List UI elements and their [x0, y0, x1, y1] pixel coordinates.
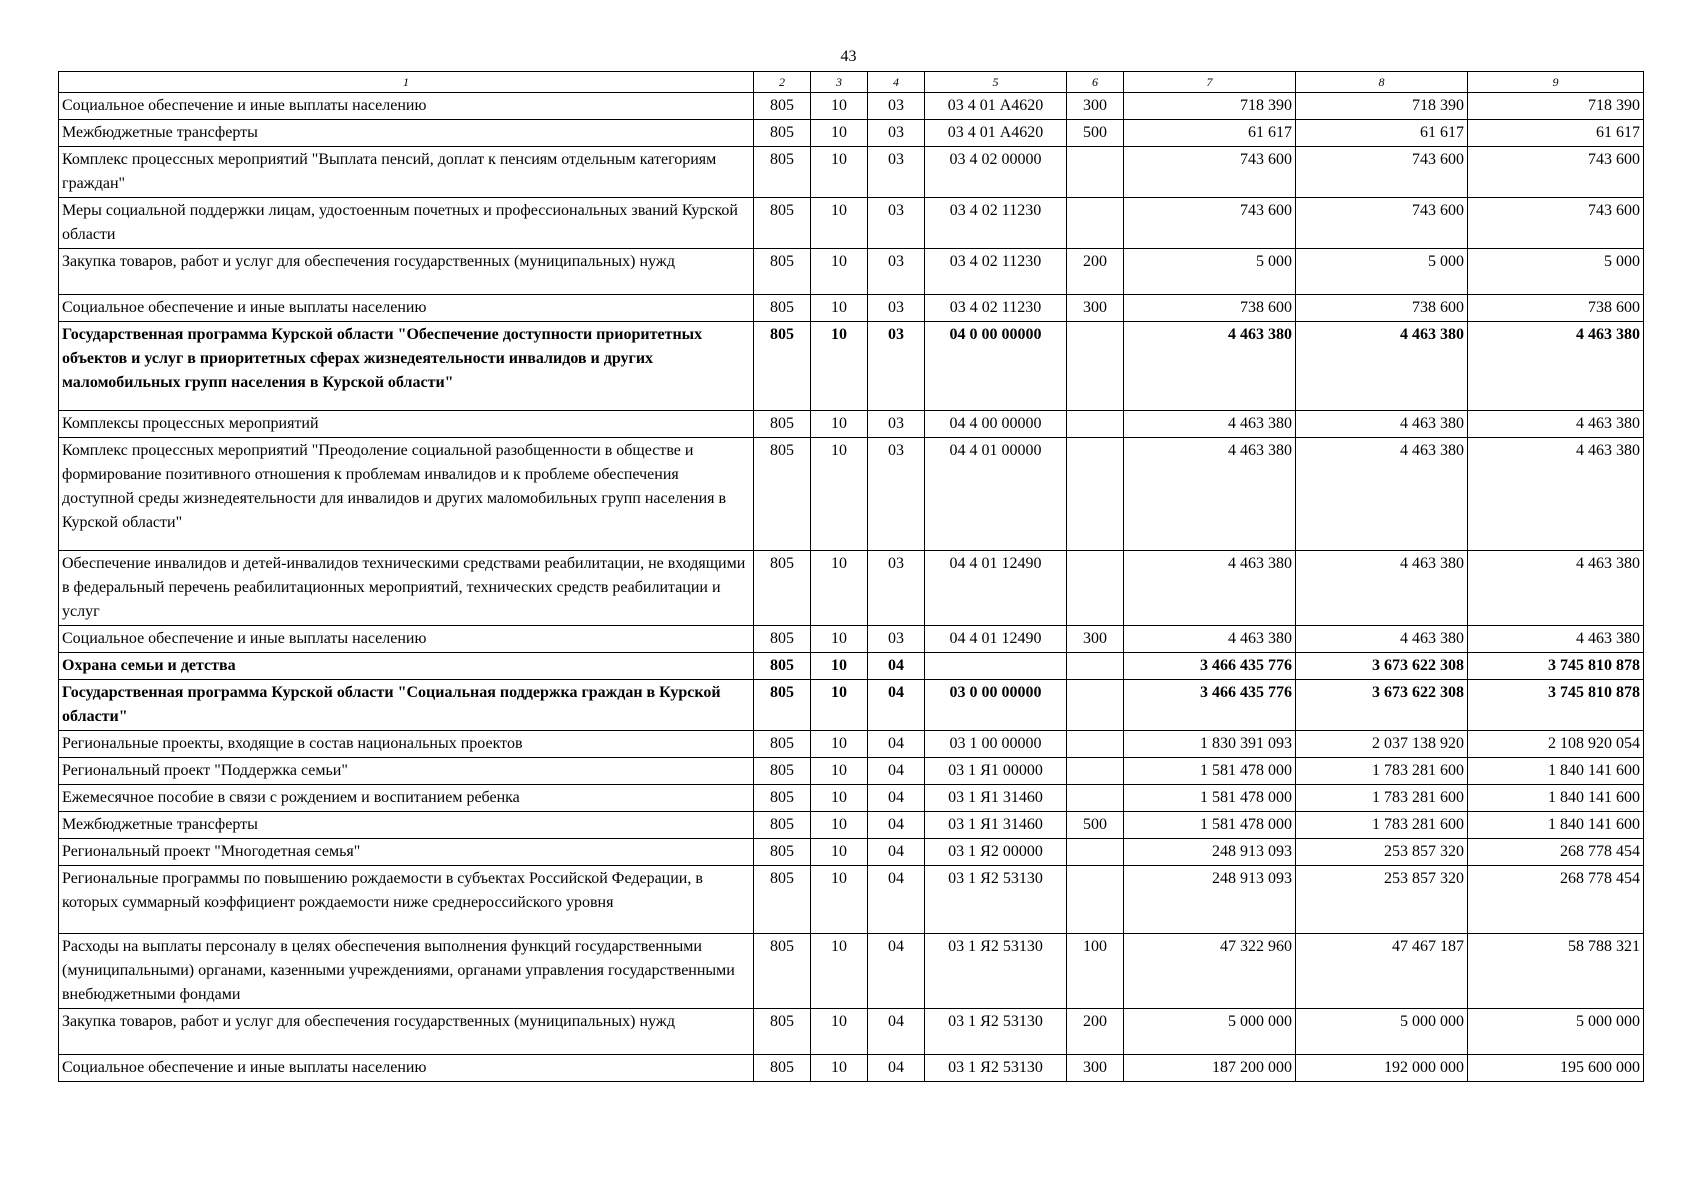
target-article: 03 4 02 11230	[925, 249, 1067, 295]
target-article	[925, 653, 1067, 680]
expense-type: 500	[1067, 812, 1124, 839]
subsection-code: 04	[868, 1009, 925, 1055]
row-name: Региональные проекты, входящие в состав национальных проектов	[59, 731, 754, 758]
subsection-code: 04	[868, 934, 925, 1009]
row-name: Межбюджетные трансферты	[59, 812, 754, 839]
ministry-code: 805	[754, 411, 811, 438]
subsection-code: 04	[868, 731, 925, 758]
column-number-1: 1	[59, 72, 754, 93]
amount-year-3: 4 463 380	[1468, 551, 1644, 626]
target-article: 03 4 01 А4620	[925, 93, 1067, 120]
table-row	[59, 866, 1644, 934]
amount-year-3: 5 000	[1468, 249, 1644, 295]
ministry-code: 805	[754, 551, 811, 626]
amount-year-3: 4 463 380	[1468, 322, 1644, 411]
expense-type: 200	[1067, 1009, 1124, 1055]
target-article: 03 1 Я2 00000	[925, 839, 1067, 866]
amount-year-1: 1 581 478 000	[1124, 785, 1296, 812]
row-name: Социальное обеспечение и иные выплаты населению	[59, 1055, 754, 1082]
table-row	[59, 295, 1644, 322]
section-code: 10	[811, 93, 868, 120]
section-code: 10	[811, 812, 868, 839]
section-code: 10	[811, 249, 868, 295]
subsection-code: 03	[868, 93, 925, 120]
subsection-code: 04	[868, 1055, 925, 1082]
table-row	[59, 626, 1644, 653]
amount-year-2: 4 463 380	[1296, 551, 1468, 626]
amount-year-1: 187 200 000	[1124, 1055, 1296, 1082]
target-article: 03 1 00 00000	[925, 731, 1067, 758]
table-row	[59, 653, 1644, 680]
section-code: 10	[811, 653, 868, 680]
amount-year-1: 5 000 000	[1124, 1009, 1296, 1055]
ministry-code: 805	[754, 812, 811, 839]
ministry-code: 805	[754, 1009, 811, 1055]
amount-year-2: 2 037 138 920	[1296, 731, 1468, 758]
row-name: Социальное обеспечение и иные выплаты населению	[59, 626, 754, 653]
subsection-code: 03	[868, 551, 925, 626]
amount-year-1: 4 463 380	[1124, 438, 1296, 551]
table-row	[59, 758, 1644, 785]
column-number-7: 7	[1124, 72, 1296, 93]
section-code: 10	[811, 295, 868, 322]
row-name: Государственная программа Курской области "Социальная поддержка граждан в Курской области"	[59, 680, 754, 731]
table-row	[59, 198, 1644, 249]
expense-type	[1067, 438, 1124, 551]
target-article: 03 1 Я2 53130	[925, 934, 1067, 1009]
amount-year-3: 743 600	[1468, 198, 1644, 249]
amount-year-2: 743 600	[1296, 198, 1468, 249]
amount-year-2: 738 600	[1296, 295, 1468, 322]
amount-year-2: 4 463 380	[1296, 322, 1468, 411]
amount-year-2: 3 673 622 308	[1296, 653, 1468, 680]
ministry-code: 805	[754, 758, 811, 785]
section-code: 10	[811, 785, 868, 812]
target-article: 03 1 Я2 53130	[925, 1009, 1067, 1055]
amount-year-1: 743 600	[1124, 198, 1296, 249]
amount-year-3: 268 778 454	[1468, 839, 1644, 866]
table-body	[59, 72, 1644, 1082]
expense-type	[1067, 866, 1124, 934]
subsection-code: 03	[868, 147, 925, 198]
row-name: Комплекс процессных мероприятий "Преодоление социальной разобщенности в обществе и формирование позитивного отношения к проблемам инвалидов и к проблеме обеспечения доступной среды жизнедеятельности для инвалидов и других маломобильных групп населения в Курской области"	[59, 438, 754, 551]
amount-year-3: 61 617	[1468, 120, 1644, 147]
amount-year-1: 718 390	[1124, 93, 1296, 120]
amount-year-3: 1 840 141 600	[1468, 812, 1644, 839]
page-number: 43	[840, 48, 857, 65]
amount-year-1: 3 466 435 776	[1124, 653, 1296, 680]
target-article: 03 4 02 11230	[925, 295, 1067, 322]
amount-year-2: 4 463 380	[1296, 438, 1468, 551]
target-article: 04 4 00 00000	[925, 411, 1067, 438]
amount-year-1: 248 913 093	[1124, 839, 1296, 866]
row-name: Ежемесячное пособие в связи с рождением и воспитанием ребенка	[59, 785, 754, 812]
amount-year-1: 4 463 380	[1124, 551, 1296, 626]
table-row	[59, 249, 1644, 295]
subsection-code: 03	[868, 120, 925, 147]
amount-year-1: 4 463 380	[1124, 322, 1296, 411]
expense-type	[1067, 198, 1124, 249]
amount-year-2: 47 467 187	[1296, 934, 1468, 1009]
subsection-code: 04	[868, 785, 925, 812]
amount-year-3: 4 463 380	[1468, 411, 1644, 438]
target-article: 04 0 00 00000	[925, 322, 1067, 411]
row-name: Меры социальной поддержки лицам, удостоенным почетных и профессиональных званий Курской области	[59, 198, 754, 249]
section-code: 10	[811, 626, 868, 653]
row-name: Комплексы процессных мероприятий	[59, 411, 754, 438]
column-number-5: 5	[925, 72, 1067, 93]
column-number-4: 4	[868, 72, 925, 93]
table-row	[59, 785, 1644, 812]
target-article: 04 4 01 12490	[925, 551, 1067, 626]
section-code: 10	[811, 1055, 868, 1082]
section-code: 10	[811, 322, 868, 411]
column-number-9: 9	[1468, 72, 1644, 93]
amount-year-2: 5 000	[1296, 249, 1468, 295]
subsection-code: 04	[868, 653, 925, 680]
table-row	[59, 812, 1644, 839]
target-article: 03 4 01 А4620	[925, 120, 1067, 147]
amount-year-2: 718 390	[1296, 93, 1468, 120]
subsection-code: 04	[868, 839, 925, 866]
target-article: 03 4 02 11230	[925, 198, 1067, 249]
amount-year-3: 738 600	[1468, 295, 1644, 322]
section-code: 10	[811, 758, 868, 785]
column-number-8: 8	[1296, 72, 1468, 93]
row-name: Комплекс процессных мероприятий "Выплата пенсий, доплат к пенсиям отдельным категориям граждан"	[59, 147, 754, 198]
row-name: Социальное обеспечение и иные выплаты населению	[59, 93, 754, 120]
table-row	[59, 680, 1644, 731]
table-row	[59, 147, 1644, 198]
table-row	[59, 1009, 1644, 1055]
expense-type	[1067, 839, 1124, 866]
table-row	[59, 731, 1644, 758]
table-row	[59, 1055, 1644, 1082]
ministry-code: 805	[754, 653, 811, 680]
ministry-code: 805	[754, 1055, 811, 1082]
ministry-code: 805	[754, 839, 811, 866]
budget-table	[58, 71, 1644, 1082]
ministry-code: 805	[754, 147, 811, 198]
amount-year-2: 743 600	[1296, 147, 1468, 198]
ministry-code: 805	[754, 626, 811, 653]
amount-year-1: 47 322 960	[1124, 934, 1296, 1009]
column-number-6: 6	[1067, 72, 1124, 93]
amount-year-2: 1 783 281 600	[1296, 785, 1468, 812]
expense-type	[1067, 731, 1124, 758]
row-name: Региональные программы по повышению рождаемости в субъектах Российской Федерации, в которых суммарный коэффициент рождаемости ниже среднероссийского уровня	[59, 866, 754, 934]
row-name: Расходы на выплаты персоналу в целях обеспечения выполнения функций государственными (муниципальными) органами, казенными учреждениями, органами управления государственными внебюджетными фондами	[59, 934, 754, 1009]
expense-type: 300	[1067, 93, 1124, 120]
expense-type: 500	[1067, 120, 1124, 147]
column-number-3: 3	[811, 72, 868, 93]
subsection-code: 03	[868, 438, 925, 551]
subsection-code: 04	[868, 812, 925, 839]
amount-year-3: 3 745 810 878	[1468, 680, 1644, 731]
amount-year-1: 3 466 435 776	[1124, 680, 1296, 731]
expense-type	[1067, 758, 1124, 785]
amount-year-2: 1 783 281 600	[1296, 812, 1468, 839]
amount-year-3: 58 788 321	[1468, 934, 1644, 1009]
target-article: 03 1 Я1 31460	[925, 785, 1067, 812]
ministry-code: 805	[754, 295, 811, 322]
amount-year-2: 5 000 000	[1296, 1009, 1468, 1055]
row-name: Социальное обеспечение и иные выплаты населению	[59, 295, 754, 322]
amount-year-3: 743 600	[1468, 147, 1644, 198]
subsection-code: 03	[868, 411, 925, 438]
amount-year-3: 1 840 141 600	[1468, 758, 1644, 785]
ministry-code: 805	[754, 934, 811, 1009]
subsection-code: 04	[868, 680, 925, 731]
row-name: Региональный проект "Поддержка семьи"	[59, 758, 754, 785]
amount-year-2: 4 463 380	[1296, 411, 1468, 438]
amount-year-3: 1 840 141 600	[1468, 785, 1644, 812]
expense-type	[1067, 322, 1124, 411]
row-name: Обеспечение инвалидов и детей-инвалидов техническими средствами реабилитации, не входящими в федеральный перечень реабилитационных мероприятий, технических средств реабилитации и услуг	[59, 551, 754, 626]
ministry-code: 805	[754, 322, 811, 411]
table-row	[59, 839, 1644, 866]
subsection-code: 04	[868, 758, 925, 785]
amount-year-3: 195 600 000	[1468, 1055, 1644, 1082]
column-number-2: 2	[754, 72, 811, 93]
amount-year-1: 4 463 380	[1124, 411, 1296, 438]
subsection-code: 03	[868, 626, 925, 653]
amount-year-2: 253 857 320	[1296, 866, 1468, 934]
amount-year-3: 3 745 810 878	[1468, 653, 1644, 680]
expense-type: 100	[1067, 934, 1124, 1009]
amount-year-3: 4 463 380	[1468, 438, 1644, 551]
table-row	[59, 934, 1644, 1009]
section-code: 10	[811, 411, 868, 438]
target-article: 04 4 01 12490	[925, 626, 1067, 653]
expense-type	[1067, 785, 1124, 812]
expense-type: 300	[1067, 626, 1124, 653]
section-code: 10	[811, 198, 868, 249]
subsection-code: 04	[868, 866, 925, 934]
table-row	[59, 438, 1644, 551]
expense-type: 300	[1067, 1055, 1124, 1082]
section-code: 10	[811, 731, 868, 758]
amount-year-1: 738 600	[1124, 295, 1296, 322]
section-code: 10	[811, 934, 868, 1009]
amount-year-1: 61 617	[1124, 120, 1296, 147]
ministry-code: 805	[754, 120, 811, 147]
target-article: 03 4 02 00000	[925, 147, 1067, 198]
ministry-code: 805	[754, 93, 811, 120]
table-row	[59, 322, 1644, 411]
target-article: 03 1 Я1 00000	[925, 758, 1067, 785]
amount-year-2: 3 673 622 308	[1296, 680, 1468, 731]
amount-year-2: 4 463 380	[1296, 626, 1468, 653]
amount-year-3: 4 463 380	[1468, 626, 1644, 653]
row-name: Межбюджетные трансферты	[59, 120, 754, 147]
expense-type: 200	[1067, 249, 1124, 295]
expense-type	[1067, 411, 1124, 438]
section-code: 10	[811, 120, 868, 147]
row-name: Закупка товаров, работ и услуг для обеспечения государственных (муниципальных) нужд	[59, 1009, 754, 1055]
amount-year-3: 268 778 454	[1468, 866, 1644, 934]
amount-year-2: 61 617	[1296, 120, 1468, 147]
target-article: 03 1 Я2 53130	[925, 866, 1067, 934]
amount-year-1: 248 913 093	[1124, 866, 1296, 934]
ministry-code: 805	[754, 198, 811, 249]
amount-year-2: 253 857 320	[1296, 839, 1468, 866]
target-article: 03 0 00 00000	[925, 680, 1067, 731]
table-row	[59, 551, 1644, 626]
section-code: 10	[811, 866, 868, 934]
amount-year-2: 192 000 000	[1296, 1055, 1468, 1082]
expense-type	[1067, 653, 1124, 680]
amount-year-3: 718 390	[1468, 93, 1644, 120]
target-article: 03 1 Я1 31460	[925, 812, 1067, 839]
table-row	[59, 120, 1644, 147]
row-name: Охрана семьи и детства	[59, 653, 754, 680]
expense-type	[1067, 147, 1124, 198]
ministry-code: 805	[754, 731, 811, 758]
amount-year-1: 1 581 478 000	[1124, 758, 1296, 785]
section-code: 10	[811, 680, 868, 731]
amount-year-1: 743 600	[1124, 147, 1296, 198]
amount-year-3: 2 108 920 054	[1468, 731, 1644, 758]
expense-type	[1067, 680, 1124, 731]
expense-type	[1067, 551, 1124, 626]
section-code: 10	[811, 551, 868, 626]
table-row	[59, 411, 1644, 438]
amount-year-3: 5 000 000	[1468, 1009, 1644, 1055]
amount-year-1: 4 463 380	[1124, 626, 1296, 653]
amount-year-1: 5 000	[1124, 249, 1296, 295]
subsection-code: 03	[868, 322, 925, 411]
ministry-code: 805	[754, 680, 811, 731]
table-row	[59, 93, 1644, 120]
ministry-code: 805	[754, 866, 811, 934]
ministry-code: 805	[754, 785, 811, 812]
ministry-code: 805	[754, 438, 811, 551]
section-code: 10	[811, 839, 868, 866]
row-name: Государственная программа Курской области "Обеспечение доступности приоритетных объектов и услуг в приоритетных сферах жизнедеятельности инвалидов и других маломобильных групп населения в Курской области"	[59, 322, 754, 411]
section-code: 10	[811, 438, 868, 551]
row-name: Закупка товаров, работ и услуг для обеспечения государственных (муниципальных) нужд	[59, 249, 754, 295]
subsection-code: 03	[868, 295, 925, 322]
column-number-header-row	[59, 72, 1644, 93]
amount-year-1: 1 830 391 093	[1124, 731, 1296, 758]
expense-type: 300	[1067, 295, 1124, 322]
amount-year-2: 1 783 281 600	[1296, 758, 1468, 785]
ministry-code: 805	[754, 249, 811, 295]
subsection-code: 03	[868, 249, 925, 295]
section-code: 10	[811, 147, 868, 198]
amount-year-1: 1 581 478 000	[1124, 812, 1296, 839]
row-name: Региональный проект "Многодетная семья"	[59, 839, 754, 866]
target-article: 04 4 01 00000	[925, 438, 1067, 551]
target-article: 03 1 Я2 53130	[925, 1055, 1067, 1082]
subsection-code: 03	[868, 198, 925, 249]
section-code: 10	[811, 1009, 868, 1055]
